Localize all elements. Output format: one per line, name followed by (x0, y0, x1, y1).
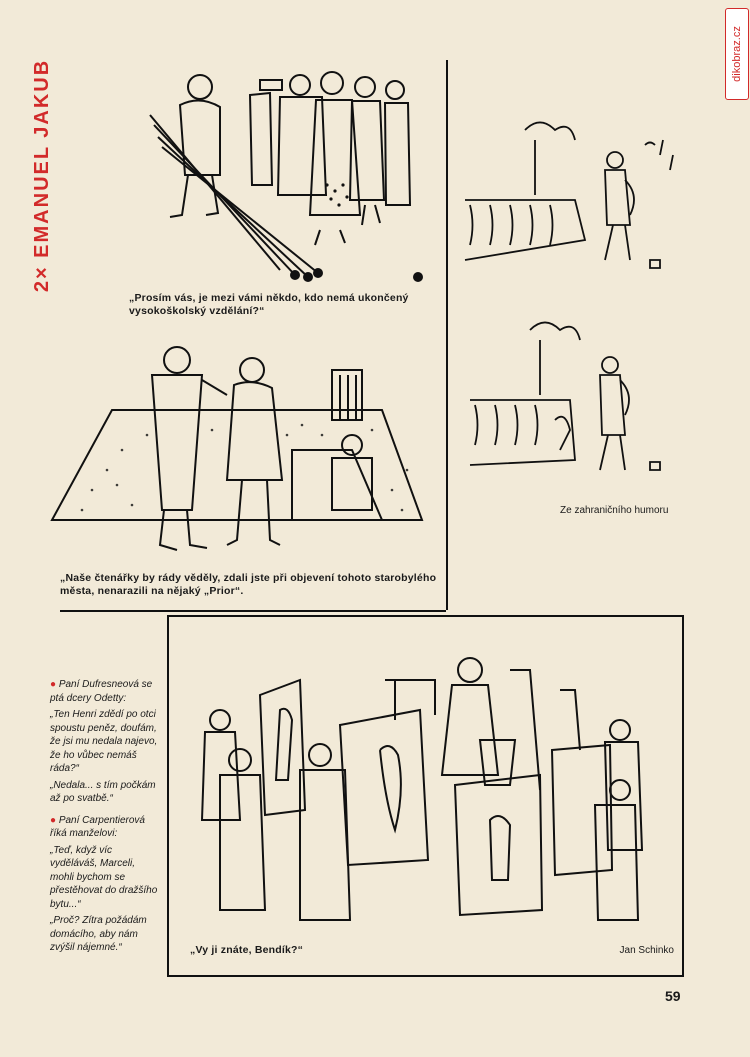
cartoon2-illustration (52, 340, 437, 565)
page-number: 59 (665, 988, 681, 1004)
bullet-icon: ● (50, 679, 57, 690)
joke-2-line-2: „Proč? Zítra požádám domácího, aby nám zvýšil nájemné.“ (50, 915, 147, 953)
joke-2-line-1: „Teď, když víc vyděláváš, Marceli, mohli bychom se přestěhovat do dražšího bytu...“ (50, 844, 158, 910)
cartoon4-illustration (180, 640, 670, 930)
joke-1-line-1: „Ten Henri zdědí po otci spoustu peněz, doufám, že jsi mu nedala najevo, že ho vůbec nemáš ráda?“ (50, 709, 158, 774)
joke-1-intro: Paní Dufresneová se ptá dcery Odetty: (50, 679, 153, 704)
cartoon4-artist: Jan Schinko (619, 945, 674, 956)
divider-vertical (446, 60, 448, 610)
watermark-badge[interactable] (725, 8, 749, 100)
divider-horizontal (60, 610, 446, 612)
joke-1 (50, 678, 158, 806)
joke-2 (50, 814, 158, 955)
cartoon4-caption: „Vy ji znáte, Bendík?“ (190, 944, 304, 956)
author-title-text: 2× EMANUEL JAKUB (31, 58, 54, 292)
bullet-icon: ● (50, 814, 57, 826)
cartoon3-caption: Ze zahraničního humoru (560, 505, 669, 516)
cartoon3-panel-bottom (470, 300, 685, 485)
cartoon2-caption: „Naše čtenářky by rády věděly, zdali jste při objevení tohoto starobylého města, nenarazili na nějaký „Prior“. (60, 572, 437, 597)
cartoon3-panel-top (465, 100, 685, 275)
joke-1-line-2: „Nedala... s tím počkám až po svatbě.“ (50, 779, 156, 804)
cartoon1-illustration (140, 65, 420, 290)
joke-2-intro: Paní Carpentierová říká manželovi: (50, 814, 145, 839)
cartoon1-caption: „Prosím vás, je mezi vámi někdo, kdo nemá ukončený vysokoškolský vzdělání?“ (129, 292, 409, 317)
jokes-column (50, 678, 158, 958)
watermark-text: dikobraz.cz (731, 26, 744, 82)
author-title (30, 60, 56, 290)
